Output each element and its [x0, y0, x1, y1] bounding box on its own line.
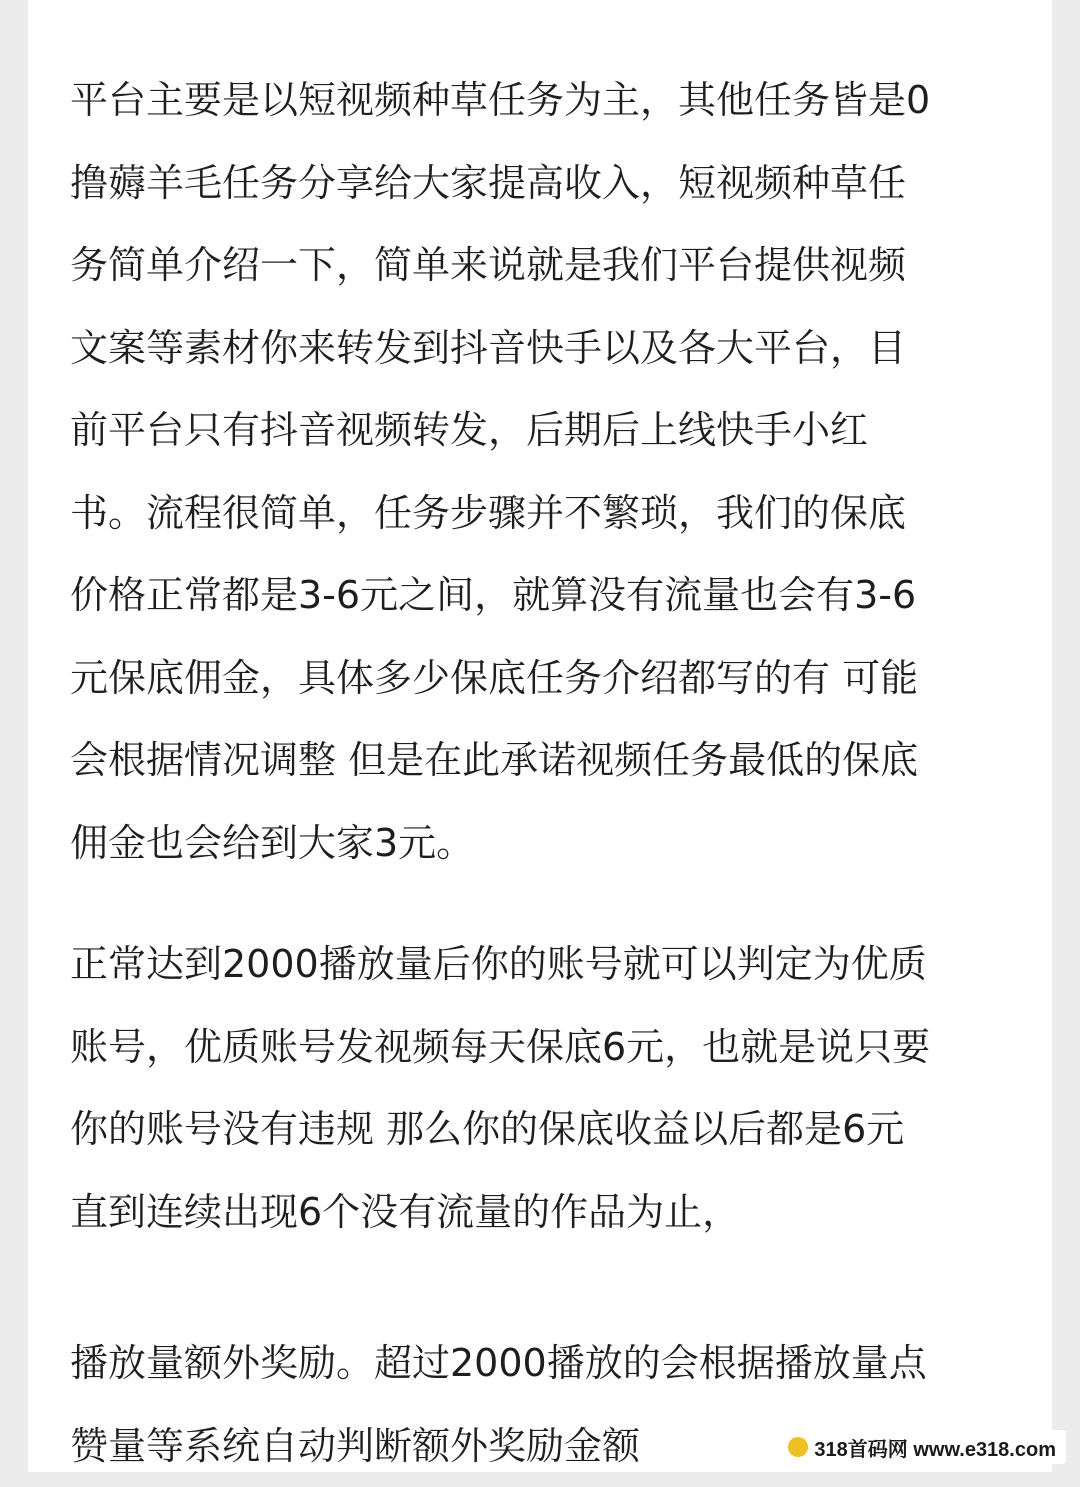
watermark-logo-icon: [788, 1437, 808, 1457]
text-line: 价格正常都是3-6元之间，就算没有流量也会有3-6: [70, 554, 1010, 637]
text-line: 前平台只有抖音视频转发，后期后上线快手小红: [70, 389, 1010, 472]
text-line: 务简单介绍一下，简单来说就是我们平台提供视频: [70, 224, 1010, 307]
site-watermark: [782, 1430, 1066, 1464]
text-line: 佣金也会给到大家3元。: [70, 802, 1010, 885]
text-line: 播放量额外奖励。超过2000播放的会根据播放量点: [70, 1322, 1010, 1405]
text-line: 撸薅羊毛任务分享给大家提高收入，短视频种草任: [70, 142, 1010, 225]
text-line: 直到连续出现6个没有流量的作品为止，: [70, 1171, 1010, 1254]
article-paragraph-2: [70, 923, 1010, 1253]
watermark-text: 318首码网 www.e318.com: [814, 1433, 1056, 1462]
article-paragraph-1: [70, 59, 1010, 884]
text-line: 账号，优质账号发视频每天保底6元，也就是说只要: [70, 1006, 1010, 1089]
text-line: 文案等素材你来转发到抖音快手以及各大平台，目: [70, 307, 1010, 390]
text-line: 你的账号没有违规 那么你的保底收益以后都是6元: [70, 1088, 1010, 1171]
text-line: 平台主要是以短视频种草任务为主，其他任务皆是0: [70, 59, 1010, 142]
text-line: 赞量等系统自动判断额外奖励金额: [70, 1405, 1010, 1487]
text-line: 会根据情况调整 但是在此承诺视频任务最低的保底: [70, 719, 1010, 802]
text-line: 正常达到2000播放量后你的账号就可以判定为优质: [70, 923, 1010, 1006]
text-line: 书。流程很简单，任务步骤并不繁琐，我们的保底: [70, 472, 1010, 555]
text-line: 元保底佣金，具体多少保底任务介绍都写的有 可能: [70, 637, 1010, 720]
